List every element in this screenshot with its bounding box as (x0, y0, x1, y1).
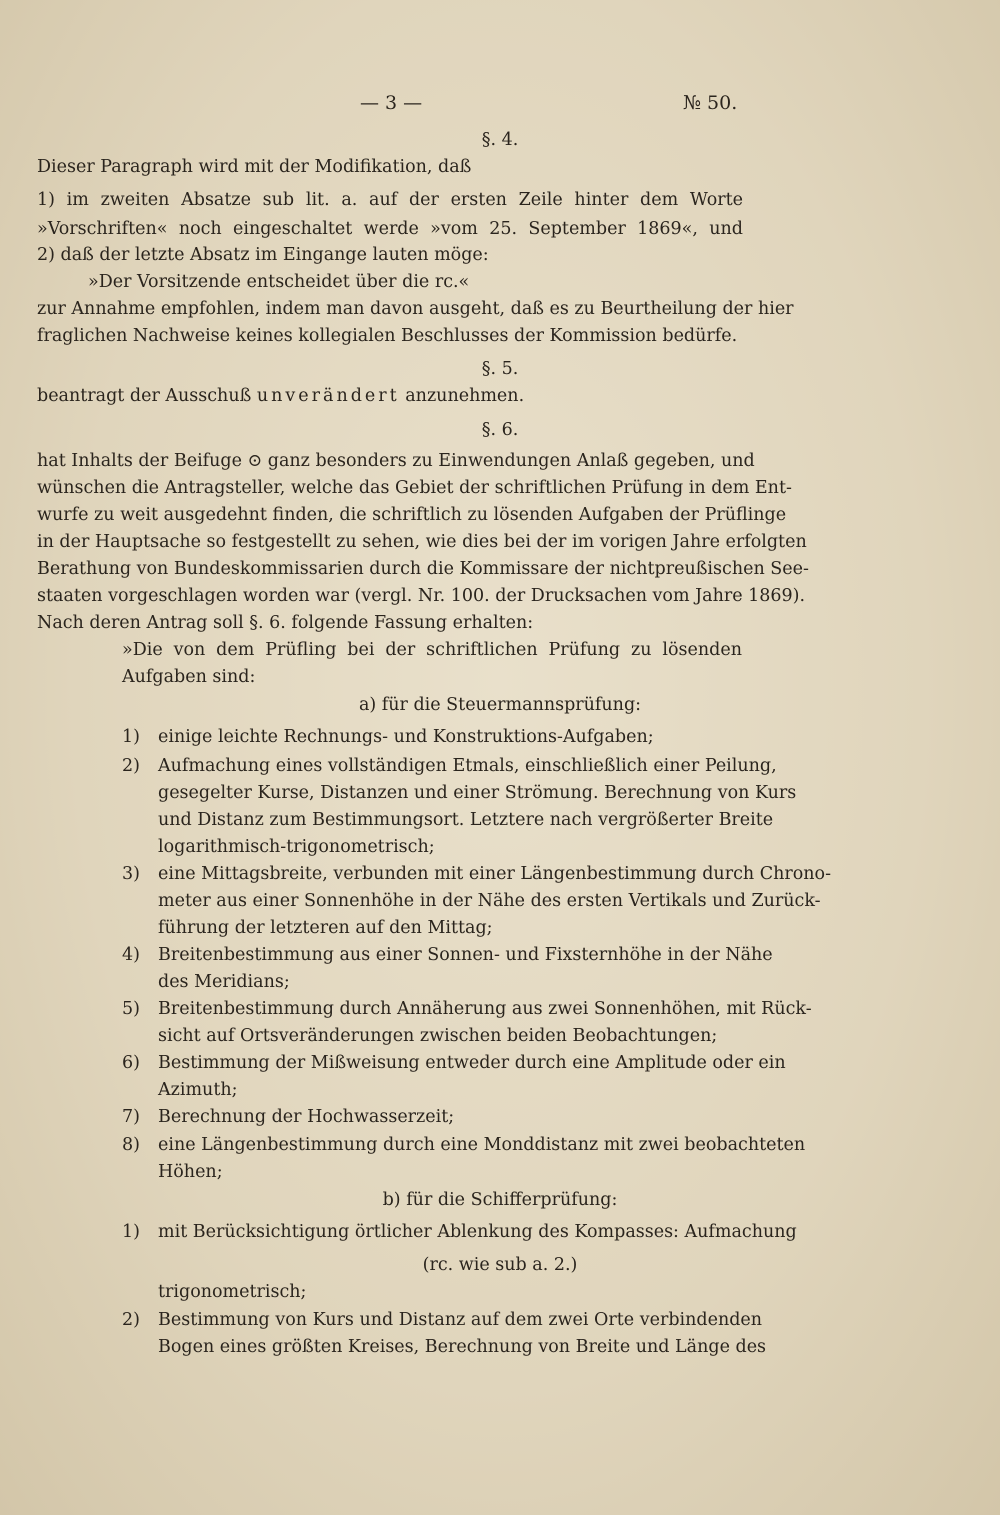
text-line: in der Hauptsache so festgestellt zu sehen, wie dies bei der im vorigen Jahre erfolgten (37, 532, 807, 552)
text-line: »Vorschriften« noch eingeschaltet werde »vom 25. September 1869«, und (37, 219, 743, 239)
list-number: 7) (122, 1107, 140, 1127)
list-item-line: meter aus einer Sonnenhöhe in der Nähe des ersten Vertikals und Zurück- (158, 891, 821, 911)
list-item-line: Bestimmung von Kurs und Distanz auf dem zwei Orte verbindenden (158, 1310, 763, 1330)
text-line: »Die von dem Prüfling bei der schriftlichen Prüfung zu lösenden (122, 640, 742, 660)
text-line: Berathung von Bundeskommissarien durch die Kommissare der nichtpreußischen See- (37, 559, 809, 579)
list-number: 3) (122, 864, 140, 884)
text-line: 1) im zweiten Absatze sub lit. a. auf der ersten Zeile hinter dem Worte (37, 190, 743, 210)
list-item-line: und Distanz zum Bestimmungsort. Letztere nach vergrößerter Breite (158, 810, 774, 830)
emphasis-text: unverändert (256, 386, 400, 406)
list-item-line: einige leichte Rechnungs- und Konstruktions-Aufgaben; (158, 727, 654, 747)
text-line (37, 384, 743, 408)
subheading-b: b) für die Schifferprüfung: (382, 1190, 618, 1210)
text-line: fraglichen Nachweise keines kollegialen Beschlusses der Kommission bedürfe. (37, 326, 738, 346)
list-item-line: führung der letzteren auf den Mittag; (158, 918, 493, 938)
list-item-line: Bestimmung der Mißweisung entweder durch eine Amplitude oder ein (158, 1053, 786, 1073)
list-item-line: eine Mittagsbreite, verbunden mit einer Längenbestimmung durch Chrono- (158, 864, 831, 884)
list-item-line: sicht auf Ortsveränderungen zwischen beiden Beobachtungen; (158, 1026, 718, 1046)
list-item-line: mit Berücksichtigung örtlicher Ablenkung des Kompasses: Aufmachung (158, 1222, 797, 1242)
list-item-line: trigonometrisch; (158, 1282, 307, 1302)
section-heading-5: §. 5. (481, 359, 519, 379)
text-line: hat Inhalts der Beifuge ⊙ ganz besonders zu Einwendungen Anlaß gegeben, und (37, 451, 755, 471)
list-number: 1) (122, 1222, 140, 1242)
section-heading-6: §. 6. (481, 420, 519, 440)
page-number: — 3 — (360, 92, 423, 114)
list-number: 5) (122, 999, 140, 1019)
text-line: »Der Vorsitzende entscheidet über die rc.« (88, 272, 470, 292)
list-number: 2) (122, 756, 140, 776)
list-item-line: Azimuth; (158, 1080, 238, 1100)
list-item-line: Breitenbestimmung aus einer Sonnen- und Fixsternhöhe in der Nähe (158, 945, 773, 965)
list-number: 8) (122, 1135, 140, 1155)
list-item-line: Berechnung der Hochwasserzeit; (158, 1107, 455, 1127)
issue-number: № 50. (683, 92, 738, 114)
list-item-line: eine Längenbestimmung durch eine Monddistanz mit zwei beobachteten (158, 1135, 806, 1155)
list-item-line: (rc. wie sub a. 2.) (422, 1255, 578, 1275)
list-item-line: Bogen eines größten Kreises, Berechnung von Breite und Länge des (158, 1337, 767, 1357)
list-item-line: Breitenbestimmung durch Annäherung aus zwei Sonnenhöhen, mit Rück- (158, 999, 812, 1019)
list-item-line: gesegelter Kurse, Distanzen und einer Strömung. Berechnung von Kurs (158, 783, 797, 803)
text-span: beantragt der Ausschuß (37, 386, 252, 406)
text-line: staaten vorgeschlagen worden war (vergl. Nr. 100. der Drucksachen vom Jahre 1869). (37, 586, 806, 606)
list-item-line: logarithmisch-trigonometrisch; (158, 837, 435, 857)
list-number: 1) (122, 727, 140, 747)
list-number: 2) (122, 1310, 140, 1330)
section-heading-4: §. 4. (481, 130, 519, 150)
text-line: wurfe zu weit ausgedehnt finden, die schriftlich zu lösenden Aufgaben der Prüflinge (37, 505, 787, 525)
text-line: Dieser Paragraph wird mit der Modifikation, daß (37, 157, 472, 177)
text-line: Nach deren Antrag soll §. 6. folgende Fassung erhalten: (37, 613, 534, 633)
list-item-line: Höhen; (158, 1162, 223, 1182)
list-item-line: Aufmachung eines vollständigen Etmals, einschließlich einer Peilung, (158, 756, 777, 776)
list-number: 6) (122, 1053, 140, 1073)
subheading-a: a) für die Steuermannsprüfung: (358, 695, 642, 715)
list-item-line: des Meridians; (158, 972, 290, 992)
text-line: wünschen die Antragsteller, welche das Gebiet der schriftlichen Prüfung in dem Ent- (37, 478, 792, 498)
text-span: anzunehmen. (405, 386, 525, 406)
text-line: Aufgaben sind: (122, 667, 256, 687)
text-line: 2) daß der letzte Absatz im Eingange lauten möge: (37, 245, 489, 265)
list-number: 4) (122, 945, 140, 965)
text-line: zur Annahme empfohlen, indem man davon ausgeht, daß es zu Beurtheilung der hier (37, 299, 794, 319)
